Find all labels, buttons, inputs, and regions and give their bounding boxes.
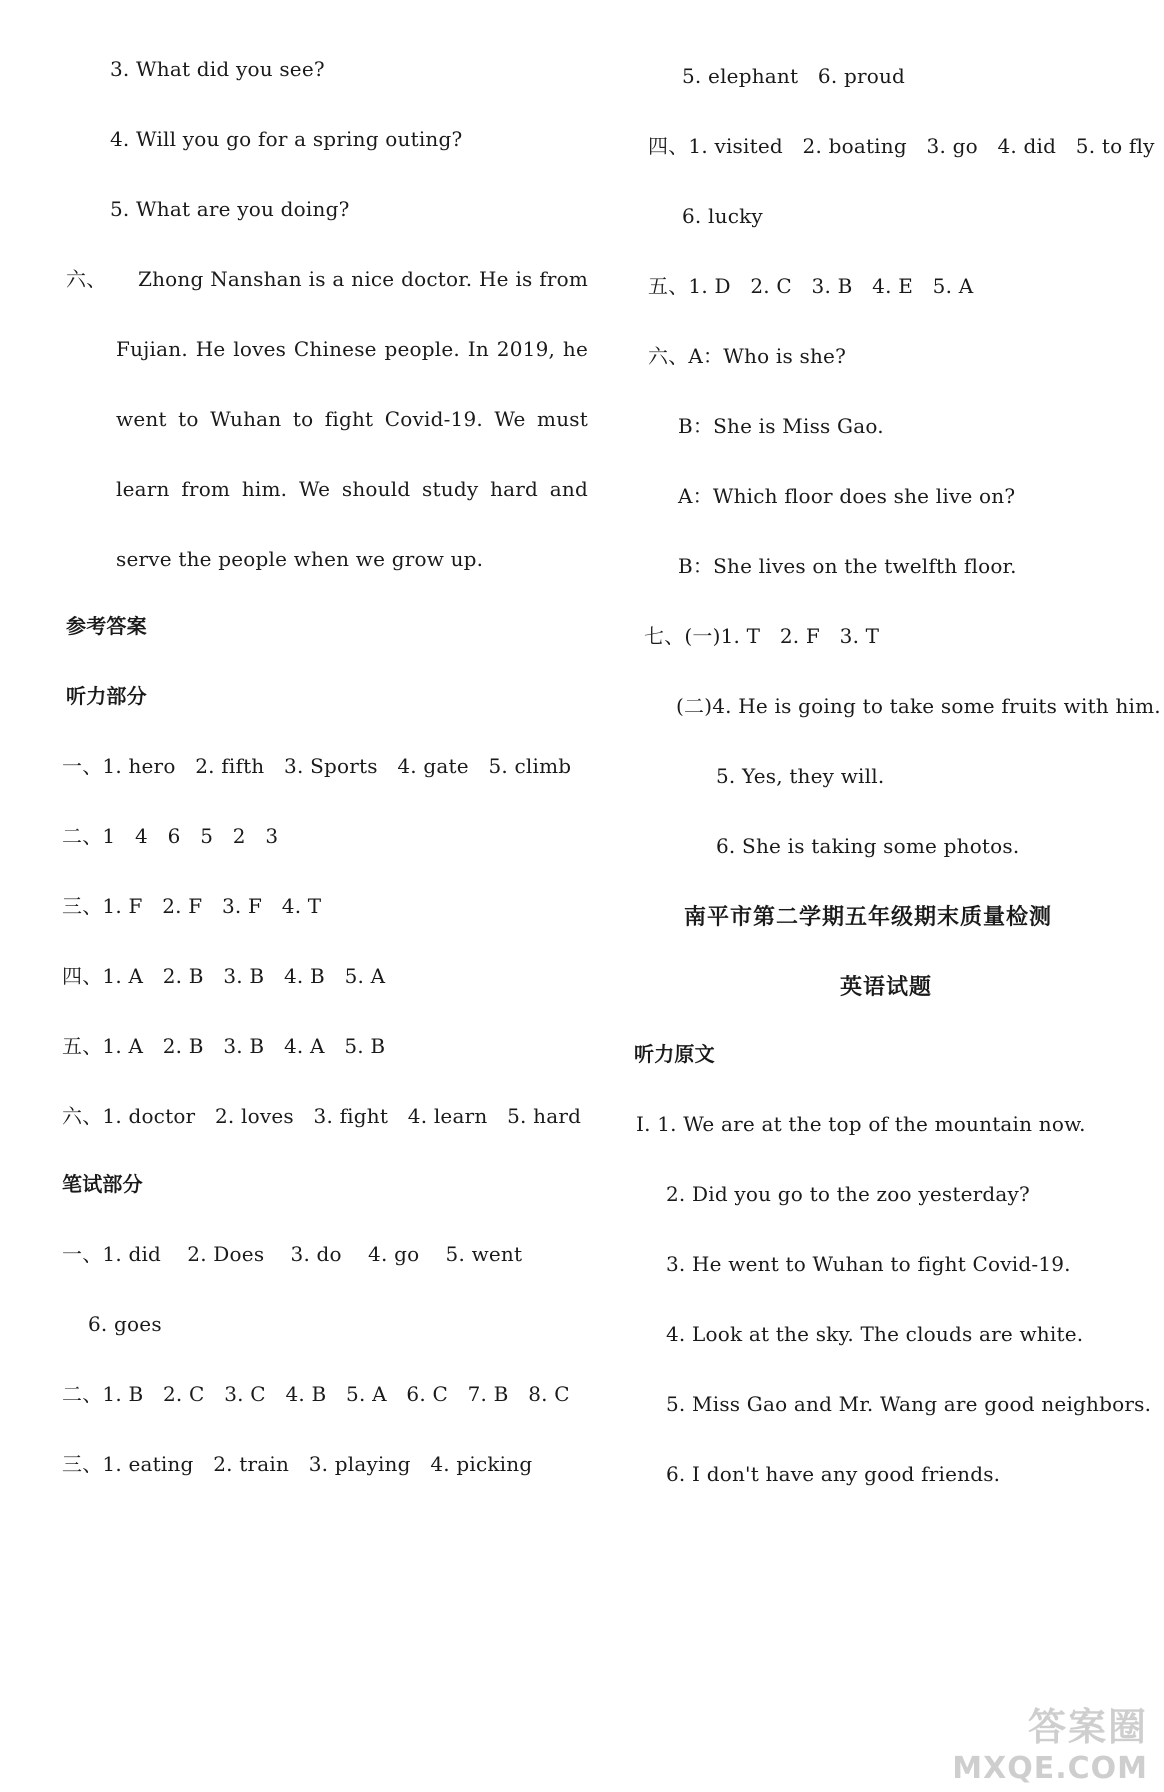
question-5: 5. What are you doing?	[110, 197, 350, 221]
right-answers-8: (二)4. He is going to take some fruits with him.	[676, 694, 1161, 718]
listening-answers-5: 五、1. A 2. B 3. B 4. A 5. B	[62, 1034, 386, 1058]
passage-line-1: Zhong Nanshan is a nice doctor. He is from	[138, 267, 588, 291]
dialogue-line-1: 六、A：Who is she?	[648, 344, 846, 368]
passage-line-4: learn from him. We should study hard and	[116, 477, 588, 501]
exam-title: 南平市第二学期五年级期末质量检测	[684, 905, 1053, 930]
script-line-1: Ⅰ. 1. We are at the top of the mountain now.	[636, 1112, 1086, 1136]
written-part-heading: 笔试部分	[62, 1172, 143, 1196]
script-line-6: 6. I don't have any good friends.	[666, 1462, 1001, 1486]
written-answers-1: 一、1. did 2. Does 3. do 4. go 5. went	[62, 1242, 523, 1266]
script-line-5: 5. Miss Gao and Mr. Wang are good neighbors.	[666, 1392, 1152, 1416]
dialogue-line-4: B：She lives on the twelfth floor.	[678, 554, 1017, 578]
dialogue-line-3: A：Which floor does she live on?	[678, 484, 1016, 508]
passage-line-5: serve the people when we grow up.	[116, 547, 484, 571]
watermark-logo-text: 答案圈	[1027, 1705, 1148, 1749]
right-answers-10: 6. She is taking some photos.	[716, 834, 1020, 858]
listening-answers-6: 六、1. doctor 2. loves 3. fight 4. learn 5. hard	[62, 1104, 582, 1128]
listening-answers-1: 一、1. hero 2. fifth 3. Sports 4. gate 5. climb	[62, 754, 572, 778]
reference-answers-heading: 参考答案	[66, 614, 147, 638]
listening-answers-4: 四、1. A 2. B 3. B 4. B 5. A	[62, 964, 386, 988]
script-line-3: 3. He went to Wuhan to fight Covid-19.	[666, 1252, 1071, 1276]
listening-answers-3: 三、1. F 2. F 3. F 4. T	[62, 894, 322, 918]
written-answers-3: 三、1. eating 2. train 3. playing 4. picking	[62, 1452, 533, 1476]
right-answers-1b: 6. lucky	[682, 204, 763, 228]
right-answers-7: 七、(一)1. T 2. F 3. T	[644, 624, 880, 648]
passage-line-2: Fujian. He loves Chinese people. In 2019, he	[116, 337, 588, 361]
watermark-url: MXQE.COM	[952, 1751, 1148, 1786]
written-answers-2: 二、1. B 2. C 3. C 4. B 5. A 6. C 7. B 8. C	[62, 1382, 570, 1406]
right-answers-1: 四、1. visited 2. boating 3. go 4. did 5. to fly	[648, 134, 1155, 158]
script-line-2: 2. Did you go to the zoo yesterday?	[666, 1182, 1030, 1206]
right-answers-0: 5. elephant 6. proud	[682, 64, 906, 88]
listening-answers-2: 二、1 4 6 5 2 3	[62, 824, 279, 848]
site-watermark	[952, 1696, 1148, 1786]
passage-line-3: went to Wuhan to fight Covid-19. We must	[116, 407, 588, 431]
question-4: 4. Will you go for a spring outing?	[110, 127, 463, 151]
right-answers-2: 五、1. D 2. C 3. B 4. E 5. A	[648, 274, 974, 298]
listening-script-heading: 听力原文	[634, 1042, 715, 1066]
question-3: 3. What did you see?	[110, 57, 325, 81]
right-answers-9: 5. Yes, they will.	[716, 764, 885, 788]
exam-subject: 英语试题	[840, 975, 933, 1000]
listening-part-heading: 听力部分	[66, 684, 147, 708]
dialogue-line-2: B：She is Miss Gao.	[678, 414, 884, 438]
section-6-label: 六、	[66, 267, 107, 291]
written-answers-1b: 6. goes	[88, 1312, 162, 1336]
script-line-4: 4. Look at the sky. The clouds are white.	[666, 1322, 1084, 1346]
